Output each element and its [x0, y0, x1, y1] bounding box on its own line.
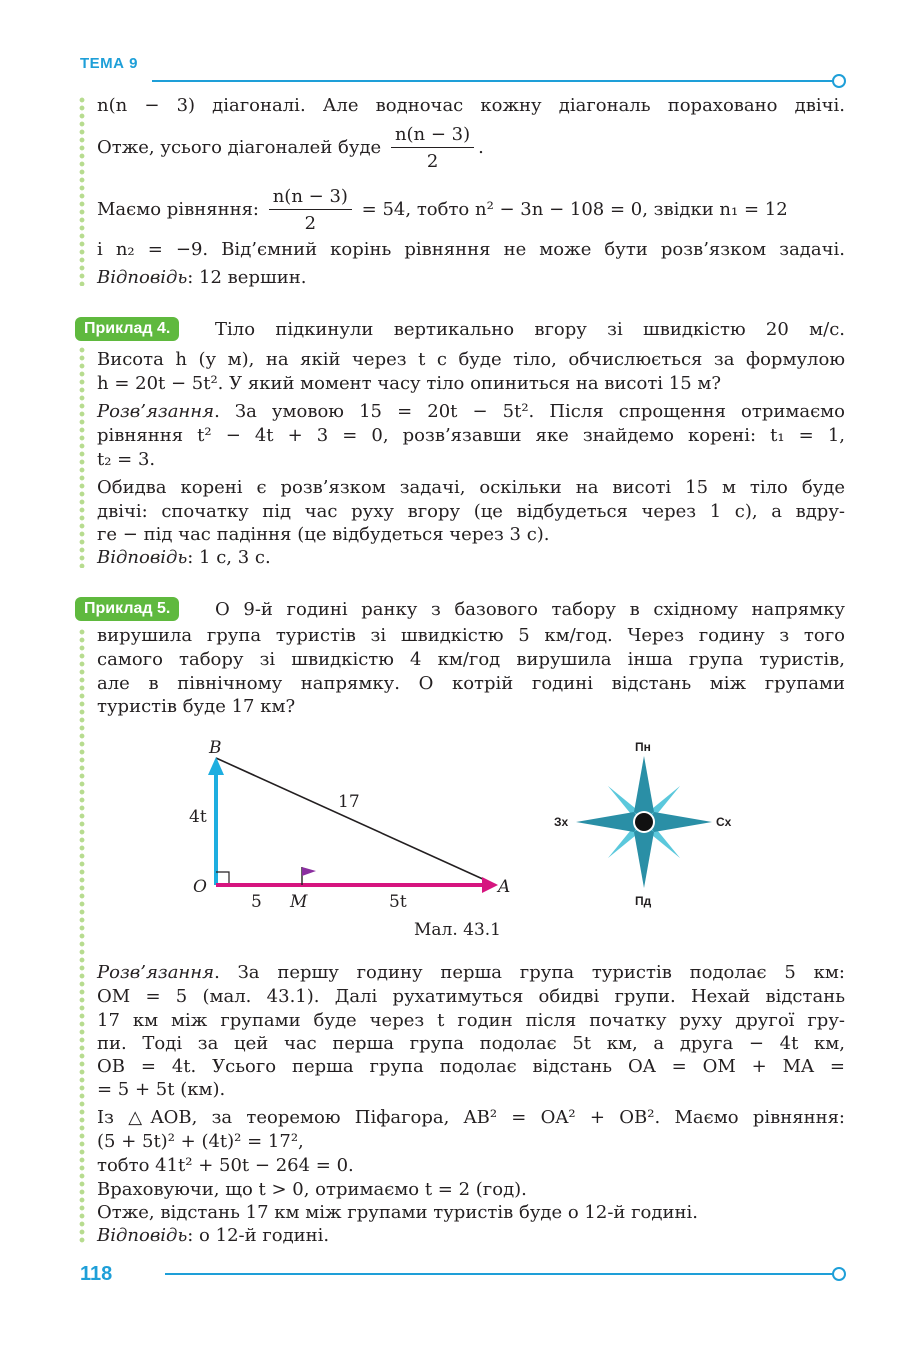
answer-label: Відповідь — [97, 1225, 188, 1246]
label-5t: 5t — [389, 892, 407, 912]
fraction-denominator: 2 — [304, 212, 317, 234]
solution-label: Розв’язання — [97, 401, 215, 422]
answer-line — [97, 546, 845, 569]
paragraph-line — [97, 961, 845, 984]
compass-west — [576, 812, 641, 832]
paragraph-line: Із △AOB, за теоремою Піфагора, AB² = OA² + OB². Маємо рівняння: — [97, 1107, 845, 1128]
paragraph-line — [97, 184, 845, 236]
label-4t: 4t — [189, 807, 207, 827]
paragraph-line — [97, 400, 845, 423]
paragraph-line: Отже, відстань 17 км між групами туристів буде о 12-й годині. — [97, 1202, 698, 1223]
answer-text: : о 12-й годині. — [187, 1225, 330, 1246]
paragraph-line: і n₂ = −9. Від’ємний корінь рівняння не може бути розв’язком задачі. — [97, 239, 845, 260]
paragraph-line: = 5 + 5t (км). — [97, 1079, 226, 1100]
compass-north — [634, 756, 654, 819]
page-number: 118 — [80, 1263, 113, 1285]
paragraph-line: Тіло підкинули вертикально вгору зі швидкістю 20 м/с. — [215, 319, 845, 340]
solution-label: Розв’язання — [97, 962, 215, 983]
fraction — [269, 187, 352, 234]
paragraph-line: пи. Тоді за цей час перша група подолає 5t км, а друга − 4t км, — [97, 1033, 845, 1054]
paragraph-line: тобто 41t² + 50t − 264 = 0. — [97, 1155, 354, 1176]
paragraph-line: (5 + 5t)² + (4t)² = 17², — [97, 1131, 304, 1152]
paragraph-line: Висота h (у м), на якій через t с буде тіло, обчислюється за формулою — [97, 349, 845, 370]
answer-text: : 1 с, 3 с. — [187, 547, 271, 568]
text: Маємо рівняння: — [97, 199, 259, 220]
paragraph-line — [97, 122, 845, 174]
compass-south — [634, 825, 654, 888]
paragraph-line: t₂ = 3. — [97, 449, 156, 470]
label-o: O — [193, 877, 207, 897]
answer-text: : 12 вершин. — [187, 267, 307, 288]
compass-center — [635, 813, 653, 831]
label-b: B — [209, 738, 222, 758]
answer-label: Відповідь — [97, 547, 188, 568]
margin-dots-3 — [79, 628, 85, 1243]
text: Отже, усього діагоналей буде — [97, 137, 382, 158]
paragraph-line: OB = 4t. Усього перша група подолає відстань OA = OM + MA = — [97, 1056, 845, 1077]
example-5-badge: Приклад 5. — [75, 597, 179, 621]
topic-title: ТЕМА 9 — [80, 55, 139, 72]
compass-label-w: Зх — [554, 815, 569, 829]
triangle-figure — [180, 735, 530, 915]
compass-rose — [550, 735, 740, 910]
label-17: 17 — [338, 792, 360, 812]
paragraph-line: О 9-й годині ранку з базового табору в східному напрямку — [215, 599, 845, 620]
footer-rule-end — [832, 1267, 846, 1281]
compass-label-n: Пн — [635, 740, 651, 754]
compass-label-e: Сх — [716, 815, 732, 829]
answer-label: Відповідь — [97, 267, 188, 288]
compass-label-s: Пд — [635, 894, 652, 908]
fraction-denominator: 2 — [426, 150, 439, 172]
paragraph-line: n(n − 3) діагоналі. Але водночас кожну діагональ пораховано двічі. — [97, 95, 845, 116]
answer-line — [97, 1224, 845, 1247]
label-m: M — [290, 892, 308, 912]
paragraph-line: самого табору зі швидкістю 4 км/год вирушила інша група туристів, — [97, 649, 845, 670]
fraction-numerator: n(n − 3) — [391, 125, 474, 148]
paragraph-line: рівняння t² − 4t + 3 = 0, розв’язавши яке знайдемо корені: t₁ = 1, — [97, 425, 845, 446]
arrow-oa-head — [482, 877, 498, 893]
hypotenuse-ab — [216, 758, 496, 885]
label-5: 5 — [251, 892, 262, 912]
compass-east — [647, 812, 712, 832]
text: . За умовою 15 = 20t − 5t². Після спрощення отримаємо — [214, 401, 845, 422]
paragraph-line: туристів буде 17 км? — [97, 696, 296, 717]
footer-rule — [165, 1273, 834, 1275]
paragraph-line: вирушила група туристів зі швидкістю 5 км/год. Через годину з того — [97, 625, 845, 646]
label-a: A — [498, 877, 511, 897]
paragraph-line: h = 20t − 5t². У який момент часу тіло опиниться на висоті 15 м? — [97, 373, 722, 394]
paragraph-line: двічі: спочатку під час руху вгору (це відбудеться через 1 с), а вдру- — [97, 501, 845, 522]
fraction-numerator: n(n − 3) — [269, 187, 352, 210]
paragraph-line: ге − під час падіння (це відбудеться через 3 с). — [97, 524, 550, 545]
paragraph-line: OM = 5 (мал. 43.1). Далі рухатимуться обидві групи. Нехай відстань — [97, 986, 845, 1007]
example-4-badge: Приклад 4. — [75, 317, 179, 341]
paragraph-line: але в північному напрямку. О котрій годині відстань між групами — [97, 673, 845, 694]
answer-line — [97, 266, 845, 289]
figure-caption: Мал. 43.1 — [414, 920, 502, 940]
header-rule — [152, 80, 834, 82]
header-rule-end — [832, 74, 846, 88]
text: = 54, тобто n² − 3n − 108 = 0, звідки n₁ = 12 — [361, 199, 788, 220]
paragraph-line: Враховуючи, що t > 0, отримаємо t = 2 (год). — [97, 1179, 527, 1200]
fraction — [391, 125, 474, 172]
text: . За першу годину перша група туристів подолає 5 км: — [214, 962, 845, 983]
margin-dots-1 — [79, 96, 85, 286]
period: . — [478, 137, 484, 158]
flag-icon — [302, 867, 316, 876]
paragraph-line: 17 км між групами буде через t годин після початку руху другої гру- — [97, 1010, 845, 1031]
paragraph-line: Обидва корені є розв’язком задачі, оскільки на висоті 15 м тіло буде — [97, 477, 845, 498]
margin-dots-2 — [79, 346, 85, 568]
